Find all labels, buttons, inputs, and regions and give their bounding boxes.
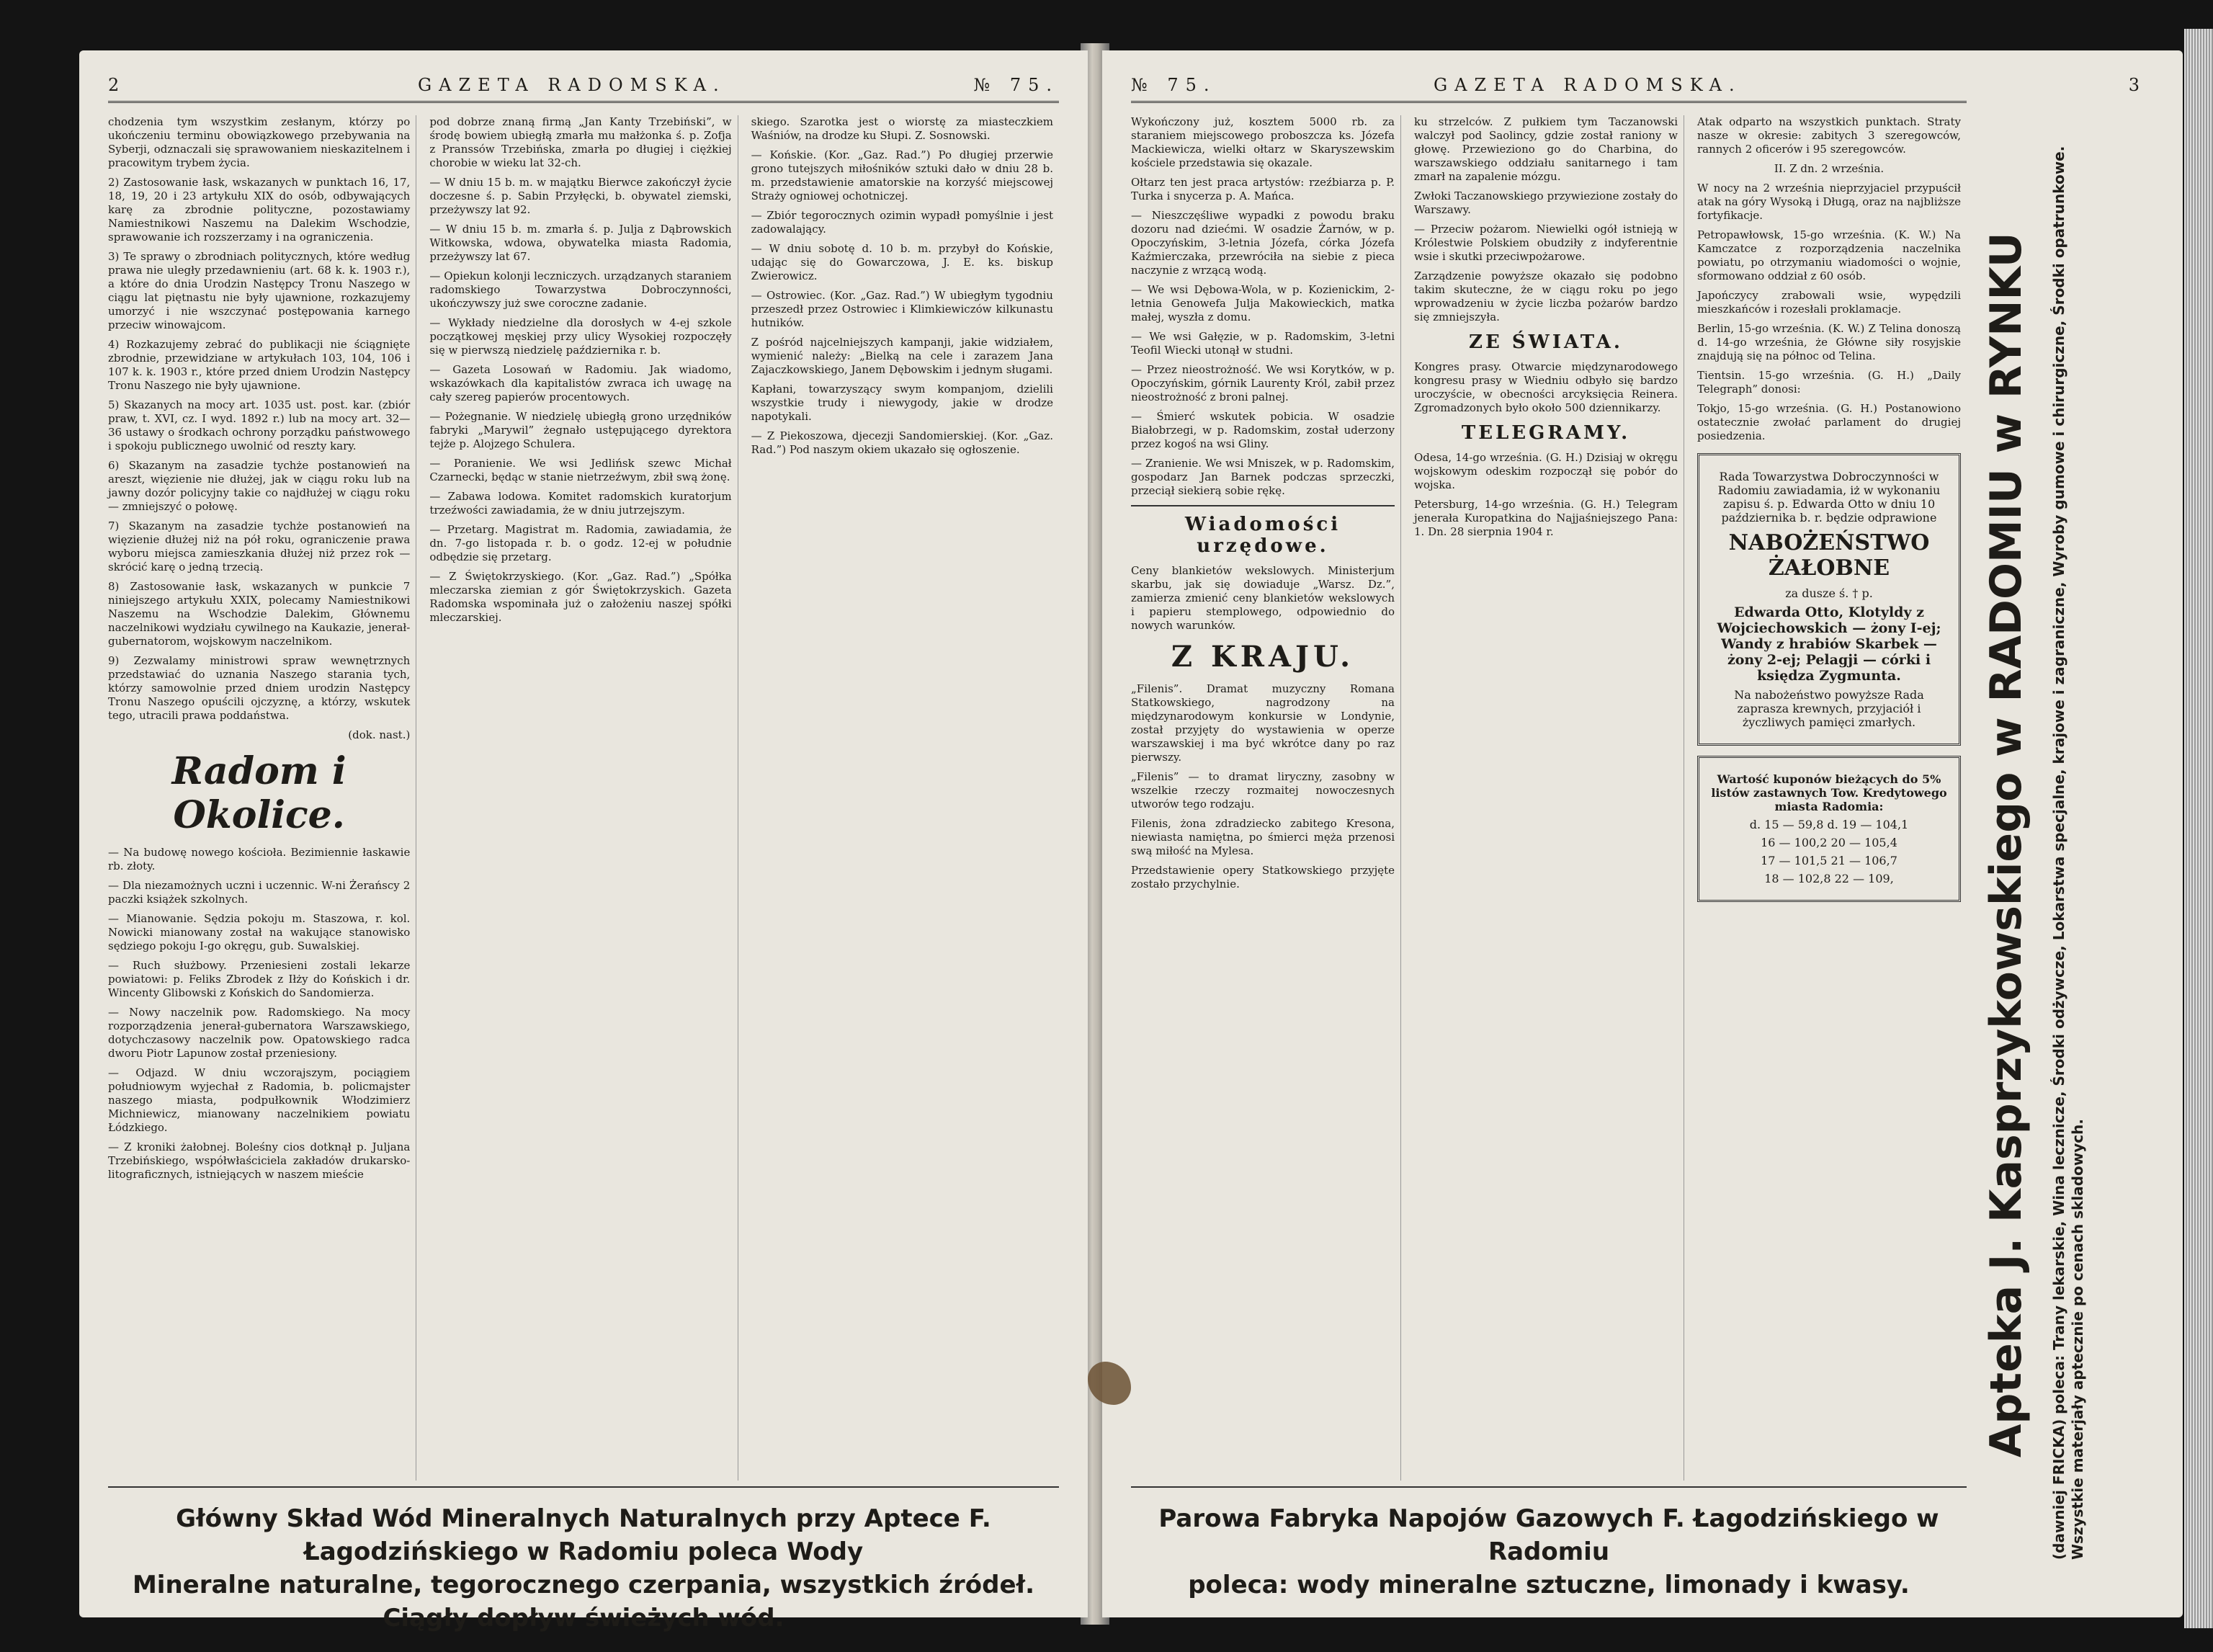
paragraph: Petersburg, 14-go września. (G. H.) Telegram jenerała Kuropatkina do Najjaśniejszego Pana: 1. Dn. 28 sierpnia 1904 r. (1414, 498, 1678, 538)
paragraph: 5) Skazanych na mocy art. 1035 ust. post. kar. (zbiór praw, t. XVI, cz. I wyd. 1892 r.) lub na mocy art. 32—36 ustawy o środkach ochrony porządku państwowego i spokoju publicznego uwolnić od reszty kary. (108, 398, 411, 452)
paragraph: — Nieszczęśliwe wypadki z powodu braku dozoru nad dziećmi. W osadzie Żarnów, w p. Opoczyńskim, 3-letnia Józefa, córka Józefa Kaźmierczaka, przewróciła na siebie z pieca naczynie z wrzącą wodą. (1131, 209, 1395, 277)
advertisement-footer (1131, 1486, 1967, 1603)
paragraph: — Poranienie. We wsi Jedlińsk szewc Michał Czarnecki, będąc w stanie nietrzeźwym, zbił swą żonę. (429, 457, 732, 483)
paragraph: — Zbiór tegorocznych ozimin wypadł pomyślnie i jest zadowalający. (751, 209, 1053, 236)
section-title: Wiadomości urzędowe. (1184, 514, 1341, 557)
paragraph: — Zabawa lodowa. Komitet radomskich kuratorjum trzeźwości zawiadamia, że w dniu jutrzejszym. (429, 490, 732, 517)
news-item: — Na budowę nowego kościoła. Bezimiennie łaskawie rb. złoty. (108, 846, 411, 872)
paragraph: W nocy na 2 września nieprzyjaciel przypuścił atak na góry Wysoką i Długą, oraz na najbliższe fortyfikacje. (1697, 182, 1961, 222)
paragraph: — Z Świętokrzyskiego. (Kor. „Gaz. Rad.”) „Spółka mleczarska ziemian z gór Świętokrzyskich. Gazeta Radomska wspominała już o założeniu naszej spółki mleczarskiej. (429, 570, 732, 624)
paragraph: 2) Zastosowanie łask, wskazanych w punktach 16, 17, 18, 19, 20 i 23 artykułu XIX do osób, odbywających karę za zbrodnie polityczne, pozostawiamy Namiestnikowi Naszemu na Dalekim Wschodzie, sprawowanie ich rozszerzamy i na ograniczenia. (108, 176, 411, 244)
paragraph: — Zranienie. We wsi Mniszek, w p. Radomskim, gospodarz Jan Barnek podczas sprzeczki, przeciął siekierą sobie rękę. (1131, 457, 1395, 497)
footer-line: Parowa Fabryka Napojów Gazowych F. Łagodzińskiego w Radomiu (1158, 1504, 1939, 1566)
columns (108, 115, 1059, 1481)
issue-number: № 75. (973, 75, 1059, 95)
paragraph: Zarządzenie powyższe okazało się podobno takim skuteczne, że w ciągu roku po jego wprowadzeniu w życie liczba pożarów bardzo się zmniejszyła. (1414, 269, 1678, 323)
coupon-row: 17 — 101,5 21 — 106,7 (1761, 854, 1897, 867)
issue-number: № 75. (1131, 75, 1217, 95)
coupon-row: d. 15 — 59,8 d. 19 — 104,1 (1749, 818, 1909, 831)
paragraph: Atak odparto na wszystkich punktach. Straty nasze w okresie: zabitych 3 szeregowców, rannych 2 oficerów i 95 szeregowców. (1697, 115, 1961, 156)
column-3 (1697, 115, 1967, 1481)
page-edges (2184, 29, 2213, 1628)
paragraph: — Przeciw pożarom. Niewielki ogół istnieją w Królestwie Polskiem obudziły z indyferentnie wsie i skutki przeciwpożarowe. (1414, 223, 1678, 263)
news-item: — Ruch służbowy. Przeniesieni zostali lekarze powiatowi: p. Feliks Zbrodek z Iłży do Końskich i dr. Wincenty Glibowski z Końskich do Sandomierza. (108, 959, 411, 999)
page-number: 2 (108, 75, 127, 95)
section-title: Radom i Okolice. (171, 749, 347, 837)
paragraph: Japończycy zrabowali wsie, wypędzili mieszkańców i rozesłali proklamacje. (1697, 289, 1961, 316)
paragraph: Berlin, 15-go września. (K. W.) Z Telina donoszą d. 14-go września, że Główne siły rosyjskie znajdują się na północ od Telina. (1697, 322, 1961, 362)
paragraph: (dok. nast.) (348, 728, 411, 741)
notice-for: za dusze ś. † p. (1785, 586, 1873, 600)
right-page (1102, 50, 2183, 1617)
paragraph: — Pożegnanie. W niedzielę ubiegłą grono urzędników fabryki „Marywil” żegnało ustępującego dyrektora tejże p. Alojzego Schulera. (429, 410, 732, 450)
paragraph: Odesa, 14-go września. (G. H.) Dzisiaj w okręgu wojskowym odeskim rozpoczął się pobór do wojska. (1414, 451, 1678, 491)
paragraph: — Końskie. (Kor. „Gaz. Rad.”) Po długiej przerwie grono tutejszych miłośników sztuki dało w dniu 28 b. m. przedstawienie amatorskie na korzyść miejscowej Straży ogniowej ochotniczej. (751, 148, 1053, 202)
paragraph: — We wsi Dębowa-Wola, w p. Kozienickim, 2-letnia Genowefa Julja Makowieckich, matka małej, wyszła z domu. (1131, 283, 1395, 323)
coupon-row: 18 — 102,8 22 — 109, (1764, 872, 1894, 885)
section-title: TELEGRAMY. (1461, 422, 1631, 444)
column-2 (1414, 115, 1684, 1481)
columns (1131, 115, 1967, 1481)
column-1 (108, 115, 416, 1481)
paragraph: skiego. Szarotka jest o wiorstę za miasteczkiem Waśniów, na drodze ku Słupi. Z. Sosnowski. (751, 115, 1053, 142)
notice-outro: Na nabożeństwo powyższe Rada zaprasza krewnych, przyjaciół i życzliwych pamięci zmarłych. (1734, 688, 1924, 729)
paragraph: 7) Skazanym na zasadzie tychże postanowień na więzienie dłużej niż na pół roku, ograniczenie prawa wyboru miejsca zamieszkania dłużej niż przez rok — skrócić karę o jedną trzecią. (108, 519, 411, 573)
news-item: — Z kroniki żałobnej. Boleśny cios dotknął p. Juljana Trzebińskiego, współwłaściciela zakładów drukarsko-litograficznych, istniejących w naszem mieście (108, 1140, 411, 1181)
paragraph: 6) Skazanym na zasadzie tychże postanowień na areszt, więzienie nie dłużej, jak w ciągu roku lub na jawny dozór policyjny takie co najdłużej w ciągu roku — zmniejszyć o połowę. (108, 459, 411, 513)
notice-title: NABOŻEŃSTWO ŻAŁOBNE (1728, 530, 1930, 581)
paragraph: 3) Te sprawy o zbrodniach politycznych, które według prawa nie uległy przedawnieniu (art. 68 k. k. 1903 r.), a które do dnia Urodzin Następcy Tronu Naszego w ciągu lat piętnastu nie były ujawnione, rozkazujemy umorzyć i nie wszczynać postępowania karnego przeciw winowajcom. (108, 250, 411, 331)
paragraph: 4) Rozkazujemy zebrać do publikacji nie ściągnięte zbrodnie, przewidziane w artykułach 103, 104, 106 i 107 k. k. 1903 r., które przed dniem Urodzin Następcy Tronu Naszego nie były ujawnione. (108, 338, 411, 392)
paragraph: — Ostrowiec. (Kor. „Gaz. Rad.”) W ubiegłym tygodniu przeszedł przez Ostrowiec i Klimkiewiczów kilkunastu hutników. (751, 289, 1053, 329)
paragraph: Petropawłowsk, 15-go września. (K. W.) Na Kamczatce z rozporządzenia naczelnika powiatu, po otrzymaniu wiadomości o wojnie, sformowano oddział z 60 osób. (1697, 228, 1961, 282)
advertisement-footer (108, 1486, 1059, 1633)
coupon-table (1697, 756, 1961, 902)
paragraph: chodzenia tym wszystkim zesłanym, którzy po ukończeniu terminu obowiązkowego przebywania na Syberji, odznaczali się sprawowaniem nieskazitelnem i pracowitym trybem życia. (108, 115, 411, 169)
paragraph: Tientsin. 15-go września. (G. H.) „Daily Telegraph” donosi: (1697, 369, 1961, 396)
paragraph: 9) Zezwalamy ministrowi spraw wewnętrznych przedstawiać do uznania Naszego starania tych, którzy samowolnie przed dniem urodzin Następcy Tronu Naszego opuścili ojczyznę, a którzy, wskutek tego, utracili prawa poddaństwa. (108, 654, 411, 722)
paragraph: „Filenis” — to dramat liryczny, zasobny w wszelkie rzeczy rozmaitej nowoczesnych utworów tego rodzaju. (1131, 770, 1395, 811)
paragraph: Zwłoki Taczanowskiego przywiezione zostały do Warszawy. (1414, 189, 1678, 216)
paragraph: Ceny blankietów wekslowych. Ministerjum skarbu, jak się dowiaduje „Warsz. Dz.”, zamierza zmienić ceny blankietów wekslowych i papieru stemplowego, odpowiednio do nowych warunków. (1131, 564, 1395, 632)
paragraph: Z pośród najcelniejszych kampanji, jakie widziałem, wymienić należy: „Bielką na cele i zarazem Jana Zajaczkowskiego, Janem Dębowskim i jednym sługami. (751, 336, 1053, 376)
paragraph: Przedstawienie opery Statkowskiego przyjęte zostało przychylnie. (1131, 864, 1395, 890)
paragraph: — W dniu 15 b. m. w majątku Bierwce zakończył życie doczesne ś. p. Sabin Przyłęcki, b. obywatel ziemski, przeżywszy lat 92. (429, 176, 732, 216)
paragraph: — W dniu 15 b. m. zmarła ś. p. Julja z Dąbrowskich Witkowska, wdowa, obywatelka miasta Radomia, przeżywszy lat 67. (429, 223, 732, 263)
news-item: — Odjazd. W dniu wczorajszym, pociągiem południowym wyjechał z Radomia, b. policmajster naszego miasta, podpułkownik Włodzimierz Michniewicz, mianowany naczelnikiem powiatu Łódzkiego. (108, 1066, 411, 1134)
coupon-row: 16 — 100,2 20 — 105,4 (1761, 836, 1897, 849)
footer-line: poleca: wody mineralne sztuczne, limonady i kwasy. (1188, 1571, 1910, 1599)
masthead: GAZETA RADOMSKA. (1434, 75, 1742, 95)
paragraph: — Gazeta Losowań w Radomiu. Jak wiadomo, wskazówkach dla kapitalistów zwraca ich uwagę na cały szereg papierów procentowych. (429, 363, 732, 403)
side-advertisement (1981, 130, 2147, 1560)
paragraph: II. Z dn. 2 września. (1774, 162, 1885, 175)
paragraph: „Filenis”. Dramat muzyczny Romana Statkowskiego, nagrodzony na międzynarodowym konkursie w Londynie, został przyjęty do wystawienia w operze warszawskiej i ma być wkrótce dany po raz pierwszy. (1131, 682, 1395, 764)
paragraph: — Przetarg. Magistrat m. Radomia, zawiadamia, że dn. 7-go listopada r. b. o godz. 12-ej w południe odbędzie się przetarg. (429, 523, 732, 563)
footer-line: Mineralne naturalne, tegorocznego czerpania, wszystkich źródeł. Ciągły dopływ świeżych wód. (132, 1571, 1035, 1633)
news-item: — Dla niezamożnych uczni i uczennic. W-ni Żerańscy 2 paczki książek szkolnych. (108, 879, 411, 906)
news-item: — Nowy naczelnik pow. Radomskiego. Na mocy rozporządzenia jenerał-gubernatora Warszawskiego, dotychczasowy naczelnik pow. Opatowskiego radca dworu Piotr Lapunow został przeniesiony. (108, 1006, 411, 1060)
pharmacy-ad-title: Apteka J. Kasprzykowskiego w RADOMIU w RYNKU (1981, 232, 2031, 1457)
paragraph: — Wykłady niedzielne dla dorosłych w 4-ej szkole początkowej męskiej przy ulicy Wysokiej rozpoczęły się w pierwszą niedzielę października r. b. (429, 316, 732, 357)
obituary-notice (1697, 453, 1961, 746)
page-number: 3 (2128, 75, 2147, 95)
section-title: ZE ŚWIATA. (1469, 331, 1623, 353)
left-page (79, 50, 1088, 1633)
paragraph: — Z Piekoszowa, djecezji Sandomierskiej. (Kor. „Gaz. Rad.”) Pod naszym okiem ukazało się ogłoszenie. (751, 429, 1053, 456)
column-1 (1131, 115, 1401, 1481)
column-3 (751, 115, 1059, 1481)
paragraph: — We wsi Gałęzie, w p. Radomskim, 3-letni Teofil Wiecki utonął w studni. (1131, 330, 1395, 357)
paragraph: pod dobrze znaną firmą „Jan Kanty Trzebiński”, w środę bowiem ubiegłą zmarła mu małżonka ś. p. Zofja z Pranssów Trzebińska, zmarła po długiej i ciężkiej chorobie w wieku lat 32-ch. (429, 115, 732, 169)
paragraph: ku strzelców. Z pułkiem tym Taczanowski walczył pod Saolincy, gdzie został raniony w głowę. Przewieziono go do Charbina, do warszawskiego oddziału sanitarnego i tam zmarł na zapalenie mózgu. (1414, 115, 1678, 183)
notice-intro: Rada Towarzystwa Dobroczynności w Radomiu zawiadamia, iż w wykonaniu zapisu ś. p. Edwarda Otto w dniu 10 października b. r. będzie odprawione (1717, 470, 1941, 524)
pharmacy-ad-text: (dawniej FRICKA) poleca: Trany lekarskie, Wina lecznicze, Środki odżywcze, Lokarstwa specjalne, krajowe i zagraniczne, Wyroby gumowe i chirurgiczne, Środki opatrunkowe. Wszystkie materjały aptecznie po cenach skladowych. (2050, 146, 2086, 1560)
masthead: GAZETA RADOMSKA. (418, 75, 726, 95)
section-title: Z KRAJU. (1171, 640, 1355, 674)
paragraph: — Opiekun kolonji leczniczych. urządzanych staraniem radomskiego Towarzystwa Dobroczynności, ukończywszy już swe coroczne zadanie. (429, 269, 732, 310)
page-header (1131, 72, 2147, 103)
column-2 (429, 115, 738, 1481)
notice-names: Edwarda Otto, Klotyldy z Wojciechowskich — żony I-ej; Wandy z hrabiów Skarbek — żony 2-ej; Pelagji — córki i księdza Zygmunta. (1717, 604, 1941, 684)
paragraph: Filenis, żona zdradziecko zabitego Kresona, niewiasta namiętna, po śmierci męża przenosi swą miłość na Mylesa. (1131, 817, 1395, 857)
paragraph: Ołtarz ten jest praca artystów: rzeźbiarza p. P. Turka i snycerza p. A. Mańca. (1131, 176, 1395, 202)
paragraph: Wykończony już, kosztem 5000 rb. za staraniem miejscowego proboszcza ks. Józefa Mackiewicza, wielki ołtarz w Skaryszewskim kościele przedstawia się okazale. (1131, 115, 1395, 169)
paragraph: — Przez nieostrożność. We wsi Korytków, w p. Opoczyńskim, górnik Laurenty Król, zabił przez nieostrożność z broni palnej. (1131, 363, 1395, 403)
paragraph: — W dniu sobotę d. 10 b. m. przybył do Końskie, udając się do Gowarczowa, J. E. ks. biskup Zwierowicz. (751, 242, 1053, 282)
paragraph: Kapłani, towarzyszący swym kompanjom, dzielili wszystkie trudy i niewygody, jakie w drodze napotykali. (751, 383, 1053, 423)
paragraph: 8) Zastosowanie łask, wskazanych w punkcie 7 niniejszego artykułu XXIX, polecamy Namiestnikowi Naszemu na Wschodzie Dalekim, Głównemu naczelnikowi wydziału cywilnego na Kaukazie, jenerał-gubernatorom, wojskowym naczelnikom. (108, 580, 411, 648)
page-header (108, 72, 1059, 103)
paragraph: Kongres prasy. Otwarcie międzynarodowego kongresu prasy w Wiedniu odbyło się bardzo uroczyście, w obecności arcyksięcia Reinera. Zgromadzonych było około 500 dziennikarzy. (1414, 360, 1678, 414)
news-item: — Mianowanie. Sędzia pokoju m. Staszowa, r. kol. Nowicki mianowany został na wakujące stanowisko sędziego pokoju I-go okręgu, gub. Suwalskiej. (108, 912, 411, 952)
coupon-title: Wartość kuponów bieżących do 5% listów zastawnych Tow. Kredytowego miasta Radomia: (1711, 772, 1947, 813)
footer-line: Główny Skład Wód Mineralnych Naturalnych przy Aptece F. Łagodzińskiego w Radomiu poleca Wody (176, 1504, 991, 1566)
paragraph: Tokjo, 15-go września. (G. H.) Postanowiono ostatecznie zwołać parlament do drugiej posiedzenia. (1697, 402, 1961, 442)
paragraph: — Śmierć wskutek pobicia. W osadzie Białobrzegi, w p. Radomskim, został uderzony przez kogoś na wsi Gliny. (1131, 410, 1395, 450)
